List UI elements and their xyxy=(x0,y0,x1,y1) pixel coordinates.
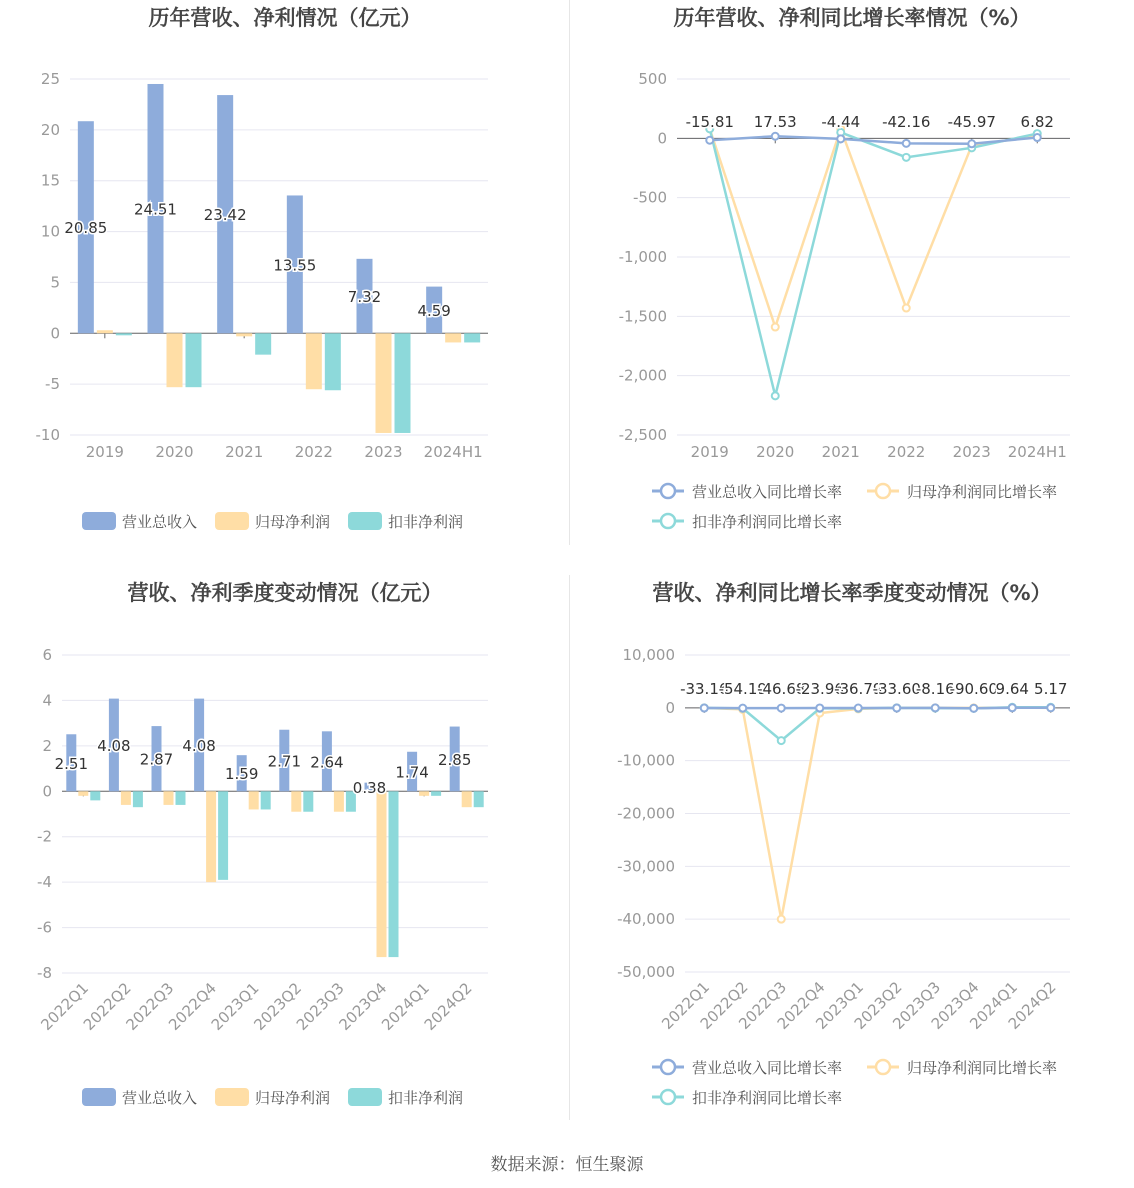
y-tick-label: 20 xyxy=(40,120,60,139)
legend-circle-marker xyxy=(661,1060,675,1074)
legend-label: 营业总收入同比增长率 xyxy=(692,1059,843,1077)
data-label: 6.82 xyxy=(1020,113,1054,131)
y-tick-label: 6 xyxy=(42,646,52,664)
bar-deducted xyxy=(176,791,186,805)
bar-profit xyxy=(462,791,472,807)
y-tick-label: 5 xyxy=(50,273,60,292)
x-tick-label: 2019 xyxy=(85,443,124,461)
x-tick-label: 2022Q1 xyxy=(37,979,93,1034)
legend-label: 扣非净利润 xyxy=(388,513,464,531)
bar-profit xyxy=(167,333,183,387)
bar-deducted xyxy=(261,791,271,809)
y-tick-label: 500 xyxy=(638,70,667,88)
series-line-revenue xyxy=(704,708,1051,709)
series-point xyxy=(739,705,746,712)
y-tick-label: -6 xyxy=(37,918,52,937)
x-tick-label: 2022 xyxy=(294,443,333,461)
annual-growth-line-chart xyxy=(570,0,1134,560)
series-point xyxy=(701,705,708,712)
legend-swatch xyxy=(215,1088,249,1106)
bar-profit xyxy=(164,791,174,805)
y-tick-label: 0 xyxy=(50,324,60,343)
x-tick-label: 2023Q3 xyxy=(889,978,945,1033)
y-tick-label: -10 xyxy=(35,426,60,444)
bar-deducted xyxy=(395,333,411,433)
bar-profit xyxy=(306,333,322,389)
legend-label: 营业总收入 xyxy=(122,513,198,531)
legend-label: 扣非净利润同比增长率 xyxy=(692,1089,843,1107)
x-tick-label: 2022Q2 xyxy=(79,979,135,1034)
legend-label: 营业总收入 xyxy=(122,1089,198,1107)
y-tick-label: -2 xyxy=(37,827,52,846)
series-line-revenue xyxy=(710,136,1038,144)
data-label: 0.38 xyxy=(352,778,387,797)
series-point xyxy=(903,305,910,312)
x-tick-label: 2020 xyxy=(155,443,194,461)
data-label: 2.85 xyxy=(437,750,472,769)
y-tick-label: 4 xyxy=(42,691,52,710)
bar-deducted xyxy=(218,791,228,880)
bar-profit xyxy=(78,791,88,796)
legend-circle-marker xyxy=(661,1090,675,1104)
quarterly-growth-panel xyxy=(570,575,1134,1135)
legend-circle-marker xyxy=(661,484,675,498)
legend-swatch xyxy=(348,512,382,530)
y-tick-label: -2,000 xyxy=(618,366,667,385)
legend-label: 归母净利润 xyxy=(255,513,331,531)
x-tick-label: 2021 xyxy=(225,443,264,461)
bar-profit xyxy=(236,333,252,336)
legend-label: 扣非净利润同比增长率 xyxy=(692,513,843,531)
bar-deducted xyxy=(431,791,441,796)
y-tick-label: -1,000 xyxy=(618,248,667,266)
series-point xyxy=(816,704,823,711)
data-label: 4.59 xyxy=(417,301,451,320)
series-point xyxy=(1034,134,1041,141)
legend-circle-marker xyxy=(661,514,675,528)
data-label: 23.42 xyxy=(203,206,247,225)
data-label: 20.85 xyxy=(64,219,108,238)
x-tick-label: 2022Q3 xyxy=(122,979,178,1034)
series-point xyxy=(778,705,785,712)
bar-deducted xyxy=(474,791,484,807)
series-point xyxy=(1047,704,1054,711)
data-label: -23.96 xyxy=(795,680,844,698)
series-point xyxy=(903,154,910,161)
series-line-deducted xyxy=(710,129,1038,396)
series-point xyxy=(893,705,900,712)
chart-title: 历年营收、净利情况（亿元） xyxy=(148,6,422,30)
bar-deducted xyxy=(186,333,202,387)
data-label: -33.16 xyxy=(680,680,729,698)
data-label: 2.64 xyxy=(310,753,344,772)
data-label: 1.59 xyxy=(224,765,259,784)
data-label: 7.32 xyxy=(347,288,382,307)
data-label: -90.60 xyxy=(949,680,998,698)
data-label: -8.16 xyxy=(915,680,955,698)
y-tick-label: -40,000 xyxy=(617,910,675,929)
x-tick-label: 2024Q1 xyxy=(966,978,1022,1033)
y-tick-label: 25 xyxy=(40,70,60,88)
legend-circle-marker xyxy=(876,1060,890,1074)
y-tick-label: -8 xyxy=(37,964,52,982)
x-tick-label: 2023Q4 xyxy=(927,978,983,1033)
bar-profit xyxy=(334,791,344,811)
legend-label: 归母净利润 xyxy=(255,1089,331,1107)
y-tick-label: -50,000 xyxy=(617,963,675,981)
data-label: -4.44 xyxy=(821,113,861,131)
y-tick-label: -5 xyxy=(45,375,60,394)
series-point xyxy=(706,137,713,144)
data-label: 13.55 xyxy=(273,256,317,275)
x-tick-label: 2024Q2 xyxy=(1004,978,1060,1033)
series-point xyxy=(970,705,977,712)
x-tick-label: 2024H1 xyxy=(423,443,483,461)
data-label: -45.97 xyxy=(947,113,996,131)
x-tick-label: 2020 xyxy=(756,443,795,461)
quarterly-revenue-profit-panel xyxy=(0,575,570,1135)
bar-profit xyxy=(206,791,216,882)
series-line-deducted xyxy=(704,707,1051,740)
legend-circle-marker xyxy=(876,484,890,498)
bar-profit xyxy=(97,330,113,333)
chart-title: 历年营收、净利同比增长率情况（%） xyxy=(673,6,1031,30)
x-tick-label: 2022Q4 xyxy=(165,979,220,1034)
y-tick-label: 0 xyxy=(42,782,52,801)
data-label: -46.68 xyxy=(757,680,806,698)
series-point xyxy=(903,140,910,147)
x-tick-label: 2023Q1 xyxy=(812,978,868,1033)
x-tick-label: 2021 xyxy=(821,443,860,461)
y-tick-label: -1,500 xyxy=(618,307,667,326)
legend-swatch xyxy=(348,1088,382,1106)
quarterly-growth-line-chart xyxy=(570,575,1134,1135)
x-tick-label: 2022Q2 xyxy=(696,978,752,1033)
x-tick-label: 2022Q3 xyxy=(735,978,791,1033)
y-tick-label: 2 xyxy=(42,736,52,755)
series-point xyxy=(772,392,779,399)
x-tick-label: 2023 xyxy=(364,443,403,461)
data-label: -54.19 xyxy=(718,680,767,698)
y-tick-label: -2,500 xyxy=(618,426,667,444)
x-tick-label: 2022Q4 xyxy=(773,978,829,1033)
chart-title: 营收、净利季度变动情况（亿元） xyxy=(127,581,443,605)
x-tick-label: 2023Q4 xyxy=(335,979,391,1034)
x-tick-label: 2023Q2 xyxy=(250,979,306,1034)
series-point xyxy=(855,705,862,712)
x-tick-label: 2023 xyxy=(952,443,991,461)
bar-deducted xyxy=(116,333,132,335)
data-label: -36.79 xyxy=(834,680,883,698)
data-label: -42.16 xyxy=(882,113,931,131)
bar-deducted xyxy=(325,333,341,390)
data-label: 4.08 xyxy=(182,736,216,755)
data-label: 9.64 xyxy=(995,680,1029,698)
bar-deducted xyxy=(133,791,143,807)
bar-profit xyxy=(291,791,301,811)
series-point xyxy=(1009,704,1016,711)
legend-label: 扣非净利润 xyxy=(388,1089,464,1107)
x-tick-label: 2023Q3 xyxy=(292,979,348,1034)
series-point xyxy=(968,140,975,147)
bar-deducted xyxy=(255,333,271,354)
data-label: 2.71 xyxy=(267,752,302,771)
y-tick-label: -4 xyxy=(37,873,52,892)
annual-bar-chart xyxy=(0,0,570,560)
series-point xyxy=(772,324,779,331)
data-label: 4.08 xyxy=(97,736,131,755)
y-tick-label: 10 xyxy=(40,222,60,241)
legend-label: 归母净利润同比增长率 xyxy=(907,483,1058,501)
data-label: 24.51 xyxy=(134,200,177,219)
legend-swatch xyxy=(82,512,116,530)
data-label: 1.74 xyxy=(395,763,429,782)
data-label: -33.60 xyxy=(872,680,921,698)
y-tick-label: -20,000 xyxy=(617,804,675,823)
quarterly-bar-chart xyxy=(0,575,570,1135)
data-source-note: 数据来源：恒生聚源 xyxy=(490,1155,644,1175)
y-tick-label: 0 xyxy=(657,129,667,148)
legend-swatch xyxy=(82,1088,116,1106)
bar-deducted xyxy=(90,791,100,800)
y-tick-label: 0 xyxy=(665,698,675,717)
x-tick-label: 2022Q1 xyxy=(658,978,714,1033)
annual-growth-panel xyxy=(570,0,1134,560)
x-tick-label: 2024Q2 xyxy=(420,979,476,1034)
series-point xyxy=(778,916,785,923)
y-tick-label: -500 xyxy=(632,188,667,207)
annual-revenue-profit-panel xyxy=(0,0,570,560)
chart-title: 营收、净利同比增长率季度变动情况（%） xyxy=(652,581,1052,605)
x-tick-label: 2019 xyxy=(690,443,729,461)
x-tick-label: 2022 xyxy=(887,443,926,461)
bar-profit xyxy=(376,333,392,433)
legend-label: 归母净利润同比增长率 xyxy=(907,1059,1058,1077)
y-tick-label: 10,000 xyxy=(622,646,675,664)
bar-deducted xyxy=(303,791,313,811)
series-point xyxy=(837,135,844,142)
data-label: -15.81 xyxy=(685,113,734,131)
x-tick-label: 2024Q1 xyxy=(378,979,433,1034)
bar-profit xyxy=(419,791,429,796)
y-tick-label: -10,000 xyxy=(617,751,675,770)
data-label: 2.87 xyxy=(139,750,174,769)
data-label: 5.17 xyxy=(1034,680,1068,698)
series-point xyxy=(932,704,939,711)
bar-deducted xyxy=(464,333,480,342)
x-tick-label: 2024H1 xyxy=(1007,443,1067,461)
y-tick-label: 15 xyxy=(40,171,60,190)
series-line-profit xyxy=(710,129,1038,327)
series-point xyxy=(778,737,785,744)
bar-deducted xyxy=(389,791,399,957)
x-tick-label: 2023Q1 xyxy=(207,979,263,1034)
y-tick-label: -30,000 xyxy=(617,857,675,876)
bar-profit xyxy=(377,791,387,957)
bar-profit xyxy=(121,791,131,805)
legend-label: 营业总收入同比增长率 xyxy=(692,483,843,501)
bar-profit xyxy=(249,791,259,809)
bar-profit xyxy=(445,333,461,342)
data-label: 17.53 xyxy=(753,113,797,131)
data-label: 2.51 xyxy=(54,754,89,773)
series-point xyxy=(772,133,779,140)
x-tick-label: 2023Q2 xyxy=(850,978,906,1033)
legend-swatch xyxy=(215,512,249,530)
